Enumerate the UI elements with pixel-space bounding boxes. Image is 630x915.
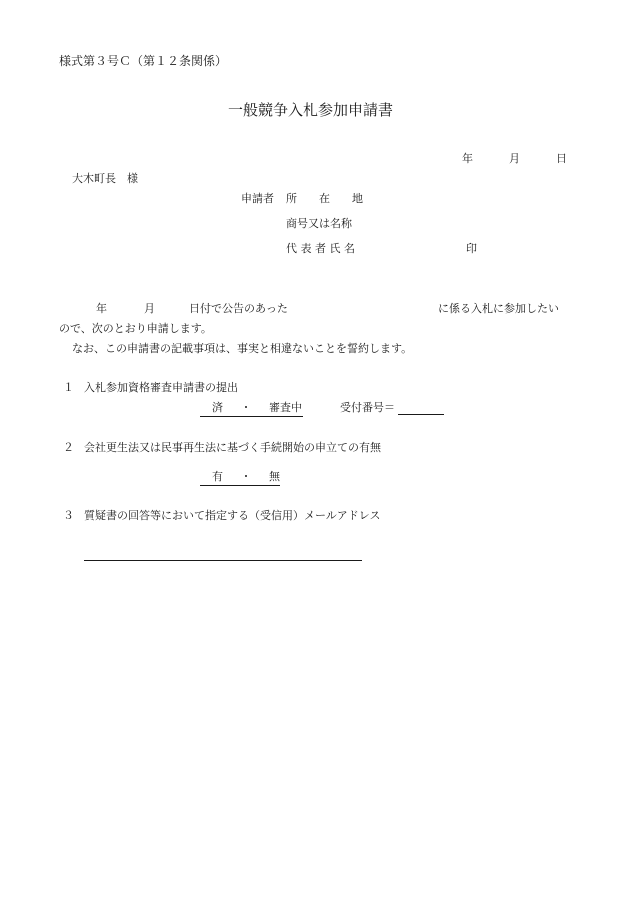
email-address-field[interactable] xyxy=(84,560,362,561)
option-separator: ・ xyxy=(240,470,252,483)
item-3-number: ３ xyxy=(63,509,74,522)
notice-month-label: 月 xyxy=(144,302,155,315)
item-2-options xyxy=(200,470,280,486)
item-3-label: 質疑書の回答等において指定する（受信用）メールアドレス xyxy=(84,509,381,522)
option-under-review[interactable]: 審査中 xyxy=(269,401,302,414)
item-1-number: １ xyxy=(63,381,74,394)
applicant-label: 申請者 xyxy=(241,192,274,205)
address-label: 所 在 地 xyxy=(286,192,363,205)
oath-statement: なお、この申請書の記載事項は、事実と相違ないことを誓約します。 xyxy=(72,342,413,355)
notice-year-label: 年 xyxy=(96,302,107,315)
option-separator: ・ xyxy=(240,401,252,414)
option-yes[interactable]: 有 xyxy=(212,470,223,483)
option-no[interactable]: 無 xyxy=(269,470,280,483)
seal-mark: 印 xyxy=(466,242,477,255)
date-year-label: 年 xyxy=(462,152,473,165)
item-2-label: 会社更生法又は民事再生法に基づく手続開始の申立ての有無 xyxy=(84,441,381,454)
document-title: 一般競争入札参加申請書 xyxy=(228,101,394,119)
representative-label: 代 表 者 氏 名 xyxy=(286,242,355,255)
item-1-options xyxy=(200,401,303,417)
item-2-number: ２ xyxy=(63,441,74,454)
notice-line-2: ので、次のとおり申請します。 xyxy=(59,322,212,335)
date-month-label: 月 xyxy=(509,152,520,165)
option-done[interactable]: 済 xyxy=(212,401,223,414)
addressee: 大木町長 様 xyxy=(72,172,138,185)
notice-date-text: 日付で公告のあった xyxy=(189,302,288,315)
notice-tail-text: に係る入札に参加したい xyxy=(438,302,559,315)
reception-number-label: 受付番号＝ xyxy=(340,401,395,414)
item-1-label: 入札参加資格審査申請書の提出 xyxy=(84,381,238,394)
form-number: 様式第３号Ｃ（第１２条関係） xyxy=(59,54,228,68)
trade-name-label: 商号又は名称 xyxy=(286,217,352,230)
reception-number-field[interactable] xyxy=(398,414,444,415)
date-day-label: 日 xyxy=(556,152,567,165)
